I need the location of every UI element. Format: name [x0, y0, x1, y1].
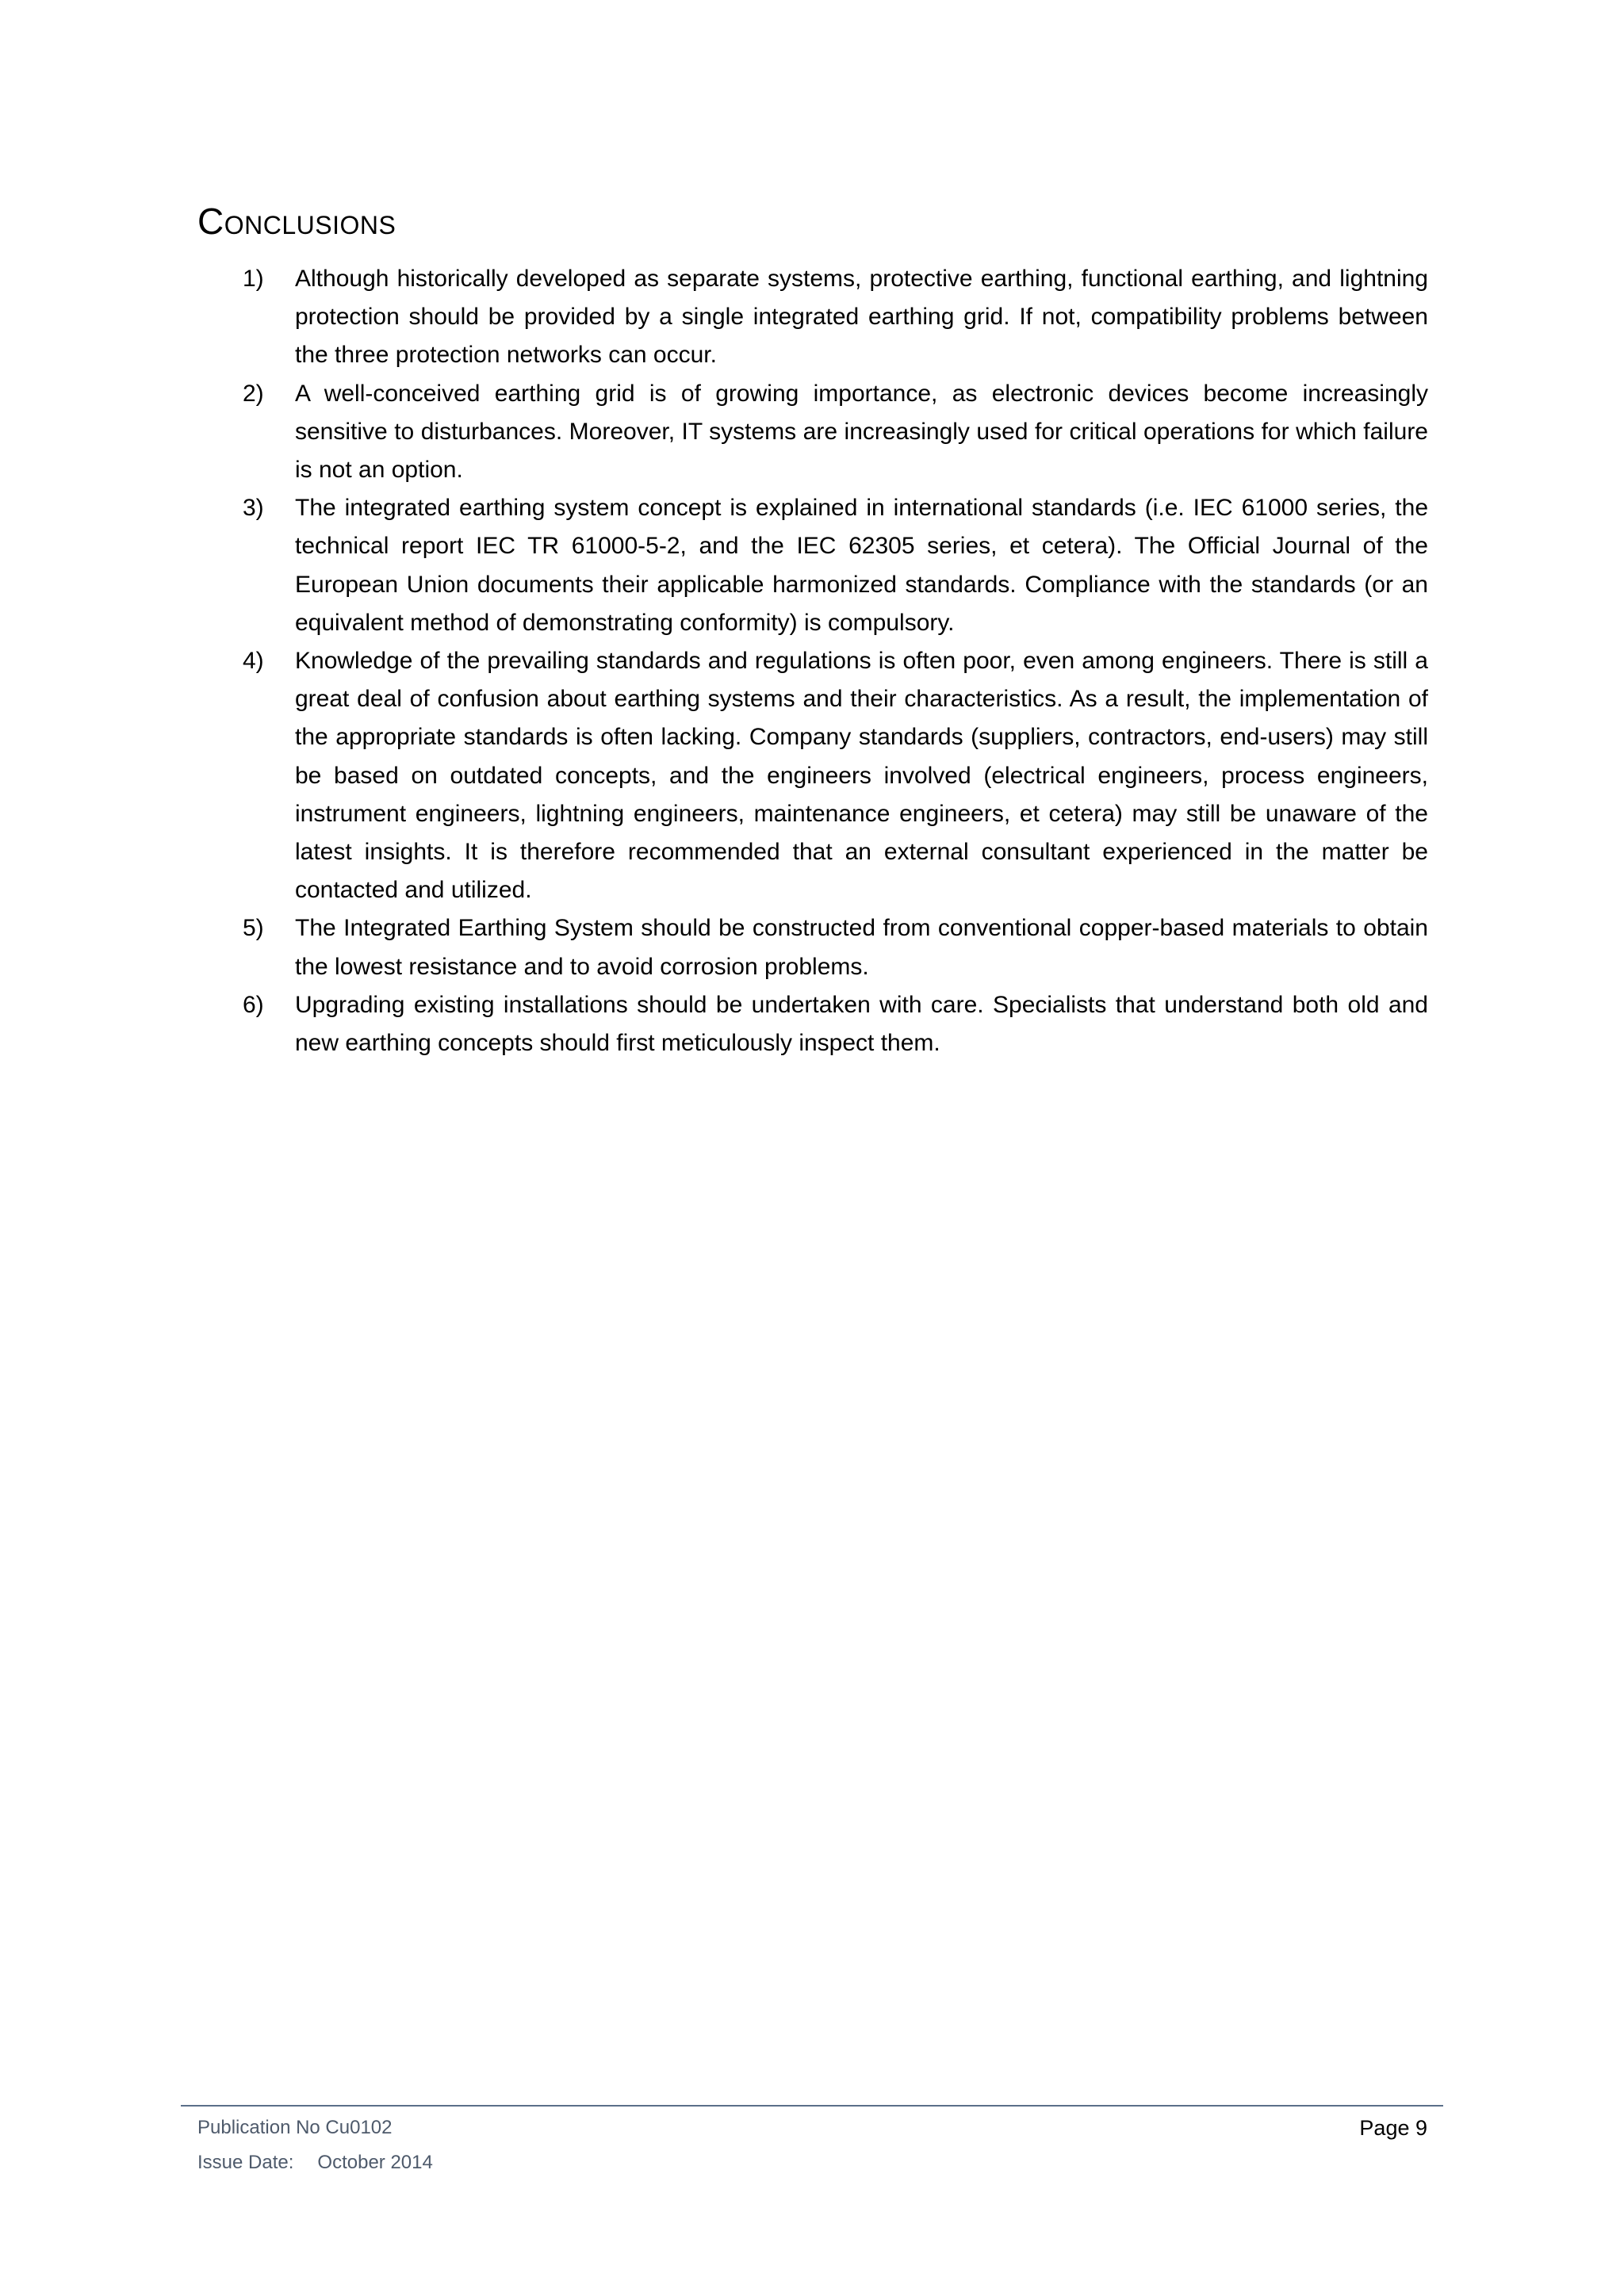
list-item	[243, 909, 1428, 985]
item-number: 3)	[243, 495, 264, 522]
item-text: A well-conceived earthing grid is of growing importance, as electronic devices become increasingly sensitive to disturbances. Moreover, IT systems are increasingly used for critical operations for which failure is not an option.	[295, 380, 1428, 484]
page-number: Page 9	[1359, 2116, 1427, 2140]
item-number: 5)	[243, 915, 264, 942]
item-number: 4)	[243, 648, 264, 675]
item-number: 1)	[243, 266, 264, 292]
item-number: 2)	[243, 380, 264, 407]
item-text: Knowledge of the prevailing standards and regulations is often poor, even among engineers. There is still a great deal of confusion about earthing systems and their characteristics. As a result, the implementation of the appropriate standards is often lacking. Company standards (suppliers, contractors, end-users) may still be based on outdated concepts, and the engineers involved (electrical engineers, process engineers, instrument engineers, lightning engineers, maintenance engineers, et cetera) may still be unaware of the latest insights. It is therefore recommended that an external consultant experienced in the matter be contacted and utilized.	[295, 648, 1428, 904]
issue-date-label: Issue Date:	[197, 2152, 294, 2173]
issue-date-line	[197, 2152, 433, 2175]
issue-date-value: October 2014	[317, 2152, 433, 2173]
conclusions-list	[243, 260, 1428, 1062]
list-item	[243, 986, 1428, 1062]
item-text: Although historically developed as separate systems, protective earthing, functional earthing, and lightning protection should be provided by a single integrated earthing grid. If not, compatibility problems between the three protection networks can occur.	[295, 266, 1428, 369]
list-item	[243, 489, 1428, 642]
footer-divider	[181, 2105, 1443, 2107]
publication-number: Publication No Cu0102	[197, 2117, 393, 2138]
item-text: Upgrading existing installations should be undertaken with care. Specialists that understand both old and new earthing concepts should first meticulously inspect them.	[295, 991, 1428, 1057]
item-text: The Integrated Earthing System should be constructed from conventional copper-based materials to obtain the lowest resistance and to avoid corrosion problems.	[295, 915, 1428, 980]
item-text: The integrated earthing system concept is explained in international standards (i.e. IEC 61000 series, the technical report IEC TR 61000-5-2, and the IEC 62305 series, et cetera). The Official Journal of the European Union documents their applicable harmonized standards. Compliance with the standards (or an equivalent method of demonstrating conformity) is compulsory.	[295, 495, 1428, 636]
section-heading: Conclusions	[197, 201, 396, 242]
list-item	[243, 642, 1428, 909]
list-item	[243, 260, 1428, 375]
item-number: 6)	[243, 991, 264, 1018]
list-item	[243, 375, 1428, 490]
